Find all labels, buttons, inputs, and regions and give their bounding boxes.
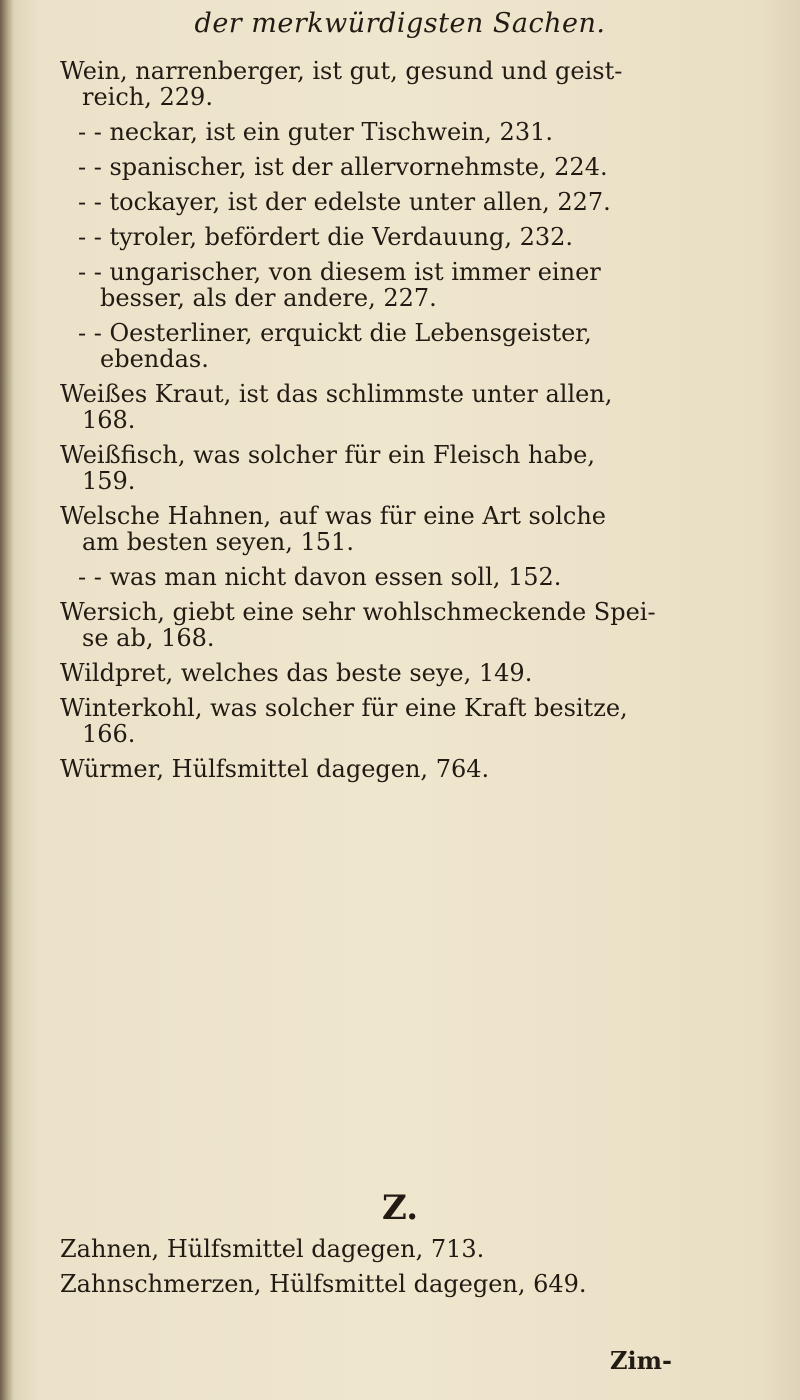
index-entry	[60, 119, 780, 145]
index-entry	[60, 58, 780, 110]
w-entry-list	[60, 58, 780, 782]
entry-line: Würmer, Hülfsmittel dagegen, 764.	[60, 755, 490, 783]
entry-continuation: 159.	[82, 467, 136, 495]
entry-continuation: reich, 229.	[82, 83, 213, 111]
index-entry	[60, 660, 780, 686]
entry-line: - - neckar, ist ein guter Tischwein, 231.	[78, 118, 553, 146]
index-entry	[60, 320, 780, 372]
index-entry	[60, 503, 780, 555]
entry-line: Wildpret, welches das beste seye, 149.	[60, 659, 533, 687]
index-entry	[60, 442, 780, 494]
running-header: der merkwürdigsten Sachen.	[194, 8, 606, 39]
z-index-entries	[60, 1236, 780, 1306]
z-entry-list	[60, 1236, 780, 1297]
index-entries	[60, 58, 780, 791]
entry-continuation: 166.	[82, 720, 136, 748]
index-entry	[60, 224, 780, 250]
entry-line: Weißes Kraut, ist das schlimmste unter allen,	[60, 380, 613, 408]
index-entry	[60, 564, 780, 590]
entry-line: Wersich, giebt eine sehr wohlschmeckende Spei-	[60, 598, 656, 626]
index-entry	[60, 259, 780, 311]
section-letter: Z.	[381, 1188, 419, 1228]
entry-line: - - tyroler, befördert die Verdauung, 232.	[78, 223, 574, 251]
entry-line: Zahnen, Hülfsmittel dagegen, 713.	[60, 1235, 485, 1263]
index-entry	[60, 599, 780, 651]
catchword: Zim-	[610, 1346, 672, 1375]
index-entry	[60, 381, 780, 433]
index-entry	[60, 189, 780, 215]
entry-line: Weißfisch, was solcher für ein Fleisch habe,	[60, 441, 595, 469]
index-entry	[60, 1271, 780, 1297]
entry-continuation: besser, als der andere, 227.	[100, 284, 437, 312]
entry-line: Welsche Hahnen, auf was für eine Art solche	[60, 502, 607, 530]
entry-line: - - was man nicht davon essen soll, 152.	[78, 563, 562, 591]
entry-line: - - ungarischer, von diesem ist immer einer	[78, 258, 601, 286]
entry-line: Winterkohl, was solcher für eine Kraft besitze,	[60, 694, 628, 722]
entry-line: - - tockayer, ist der edelste unter allen, 227.	[78, 188, 611, 216]
entry-line: Zahnschmerzen, Hülfsmittel dagegen, 649.	[60, 1270, 587, 1298]
index-entry	[60, 154, 780, 180]
entry-line: - - Oesterliner, erquickt die Lebensgeister,	[78, 319, 592, 347]
entry-line: Wein, narrenberger, ist gut, gesund und geist-	[60, 57, 623, 85]
entry-continuation: am besten seyen, 151.	[82, 528, 354, 556]
entry-continuation: se ab, 168.	[82, 624, 215, 652]
index-entry	[60, 756, 780, 782]
index-entry	[60, 695, 780, 747]
entry-line: - - spanischer, ist der allervornehmste, 224.	[78, 153, 608, 181]
index-entry	[60, 1236, 780, 1262]
entry-continuation: 168.	[82, 406, 136, 434]
entry-continuation: ebendas.	[100, 345, 209, 373]
